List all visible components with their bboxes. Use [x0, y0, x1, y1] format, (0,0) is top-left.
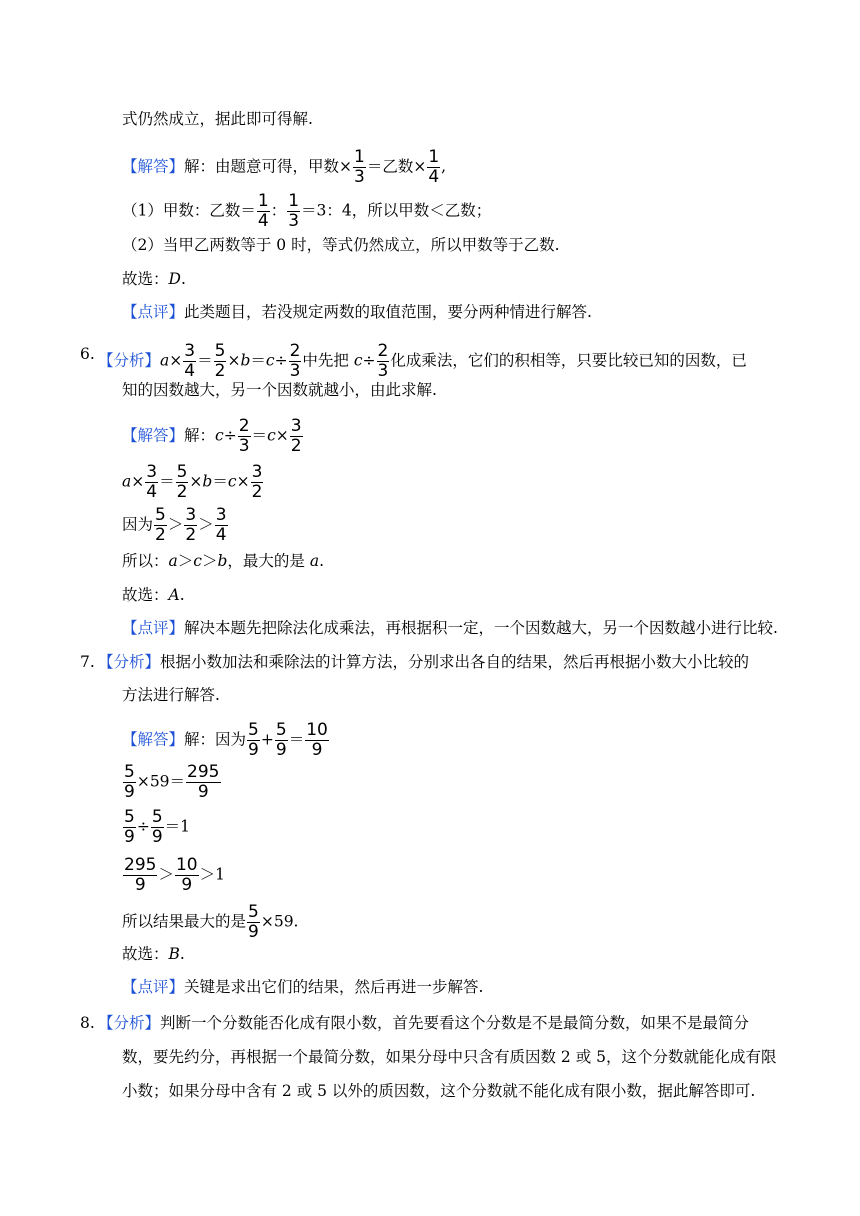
- q7-answer-line-4: $\frac{295}{9}$ ＞ $\frac{10}{9}$ ＞1: [124, 855, 225, 895]
- q7-result: 所以结果最大的是 $\frac{5}{9}$ ×59.: [122, 902, 299, 942]
- fraction: $\frac{2}{3}$: [377, 341, 389, 381]
- analysis-tag: 【分析】: [98, 653, 161, 671]
- comment-tag: 【点评】: [122, 619, 185, 637]
- q7-answer-line-2: $\frac{5}{9}$ ×59＝ $\frac{295}{9}$: [124, 762, 220, 802]
- q5-comment: 【点评】此类题目，若没规定两数的取值范围，要分两种情进行解答.: [122, 303, 592, 321]
- fraction: $\frac{1}{3}$: [288, 191, 300, 231]
- q7-comment: 【点评】关键是求出它们的结果，然后再进一步解答.: [122, 978, 484, 996]
- fraction: $\frac{3}{4}$: [146, 462, 158, 502]
- fraction: $\frac{5}{9}$: [151, 807, 163, 847]
- fraction: $\frac{10}{9}$: [306, 720, 328, 760]
- q7-analysis-line-2: 方法进行解答.: [122, 686, 220, 704]
- q7-analysis-line-1: 【分析】根据小数加法和乘除法的计算方法，分别求出各自的结果，然后再根据小数大小比较的: [98, 653, 750, 671]
- answer-tag: 【解答】: [122, 730, 185, 749]
- fraction: $\frac{3}{2}$: [290, 416, 302, 456]
- q6-answer-line-2: a× $\frac{3}{4}$ ＝ $\frac{5}{2}$ ×b＝c× $\frac{3}{2}$: [122, 462, 263, 502]
- fraction: $\frac{3}{4}$: [184, 341, 196, 381]
- q5-step-1: （1）甲数：乙数＝ $\frac{1}{4}$ ： $\frac{1}{3}$ ＝3：4，所以甲数＜乙数；: [122, 191, 492, 231]
- comment-tag: 【点评】: [122, 978, 185, 996]
- fraction: $\frac{10}{9}$: [175, 855, 198, 895]
- fraction: $\frac{295}{9}$: [187, 762, 220, 802]
- q5-answer-line: 【解答】解：由题意可得，甲数× $\frac{1}{3}$ ＝乙数× $\frac{1}{4}$ ,: [122, 147, 447, 187]
- fraction: $\frac{5}{9}$: [248, 720, 259, 760]
- q5-analysis-tail: 式仍然成立，据此即可得解.: [122, 110, 313, 128]
- fraction: $\frac{1}{3}$: [354, 147, 365, 187]
- q6-comment: 【点评】解决本题先把除法化成乘法，再根据积一定，一个因数越大，另一个因数越小进行比较.: [122, 619, 778, 637]
- q8-analysis-line-3: 小数；如果分母中含有 2 或 5 以外的质因数，这个分数就不能化成有限小数，据此解答即可.: [122, 1082, 756, 1100]
- analysis-tag: 【分析】: [98, 1014, 161, 1032]
- q5-choice: 故选：D.: [122, 270, 186, 288]
- analysis-tag: 【分析】: [98, 351, 161, 370]
- question-number-8: 8.: [80, 1014, 95, 1032]
- q6-analysis-line-1: 【分析】a× $\frac{3}{4}$ ＝ $\frac{5}{2}$ ×b＝c÷ $\frac{2}{3}$ 中先把 c÷ $\frac{2}{3}$ 化成乘法，它们的积相等，只要比较已知的因数，已: [98, 341, 747, 381]
- fraction: $\frac{2}{3}$: [289, 341, 301, 381]
- fraction: $\frac{5}{2}$: [176, 462, 188, 502]
- comment-tag: 【点评】: [122, 303, 185, 321]
- fraction: $\frac{295}{9}$: [124, 855, 157, 895]
- q8-analysis-line-2: 数，要先约分，再根据一个最简分数，如果分母中只含有质因数 2 或 5，这个分数就能化成有限: [122, 1048, 777, 1066]
- answer-tag: 【解答】: [122, 426, 185, 445]
- question-number-6: 6.: [80, 345, 95, 363]
- question-number-7: 7.: [80, 653, 95, 671]
- fraction: $\frac{5}{2}$: [214, 341, 226, 381]
- fraction: $\frac{2}{3}$: [238, 416, 250, 456]
- fraction: $\frac{5}{2}$: [155, 505, 166, 545]
- q7-answer-line: 【解答】解：因为 $\frac{5}{9}$ + $\frac{5}{9}$ ＝ $\frac{10}{9}$: [122, 720, 328, 760]
- fraction: $\frac{5}{9}$: [124, 807, 135, 847]
- q6-answer-line-3: 因为 $\frac{5}{2}$ ＞ $\frac{3}{2}$ ＞ $\frac{3}{4}$: [122, 505, 227, 545]
- fraction: $\frac{5}{9}$: [248, 902, 259, 942]
- fraction: $\frac{3}{2}$: [251, 462, 263, 502]
- fraction: $\frac{3}{4}$: [215, 505, 227, 545]
- q6-answer-line: 【解答】解：c÷ $\frac{2}{3}$ ＝c× $\frac{3}{2}$: [122, 416, 302, 456]
- q7-choice: 故选：B.: [122, 945, 185, 963]
- fraction: $\frac{5}{9}$: [124, 762, 135, 802]
- q5-step-2: （2）当甲乙两数等于 0 时，等式仍然成立，所以甲数等于乙数.: [122, 236, 560, 254]
- fraction: $\frac{5}{9}$: [275, 720, 287, 760]
- q6-analysis-line-2: 知的因数越大，另一个因数就越小，由此求解.: [122, 381, 437, 399]
- q7-answer-line-3: $\frac{5}{9}$ ÷ $\frac{5}{9}$ ＝1: [124, 807, 191, 847]
- fraction: $\frac{3}{2}$: [185, 505, 197, 545]
- fraction: $\frac{1}{4}$: [428, 147, 440, 187]
- q6-answer-line-4: 所以：a＞c＞b，最大的是 a.: [122, 552, 325, 570]
- fraction: $\frac{1}{4}$: [257, 191, 269, 231]
- q8-analysis-line-1: 【分析】判断一个分数能否化成有限小数，首先要看这个分数是不是最简分数，如果不是最简分: [98, 1014, 750, 1032]
- q6-choice: 故选：A.: [122, 586, 185, 604]
- answer-tag: 【解答】: [122, 157, 185, 176]
